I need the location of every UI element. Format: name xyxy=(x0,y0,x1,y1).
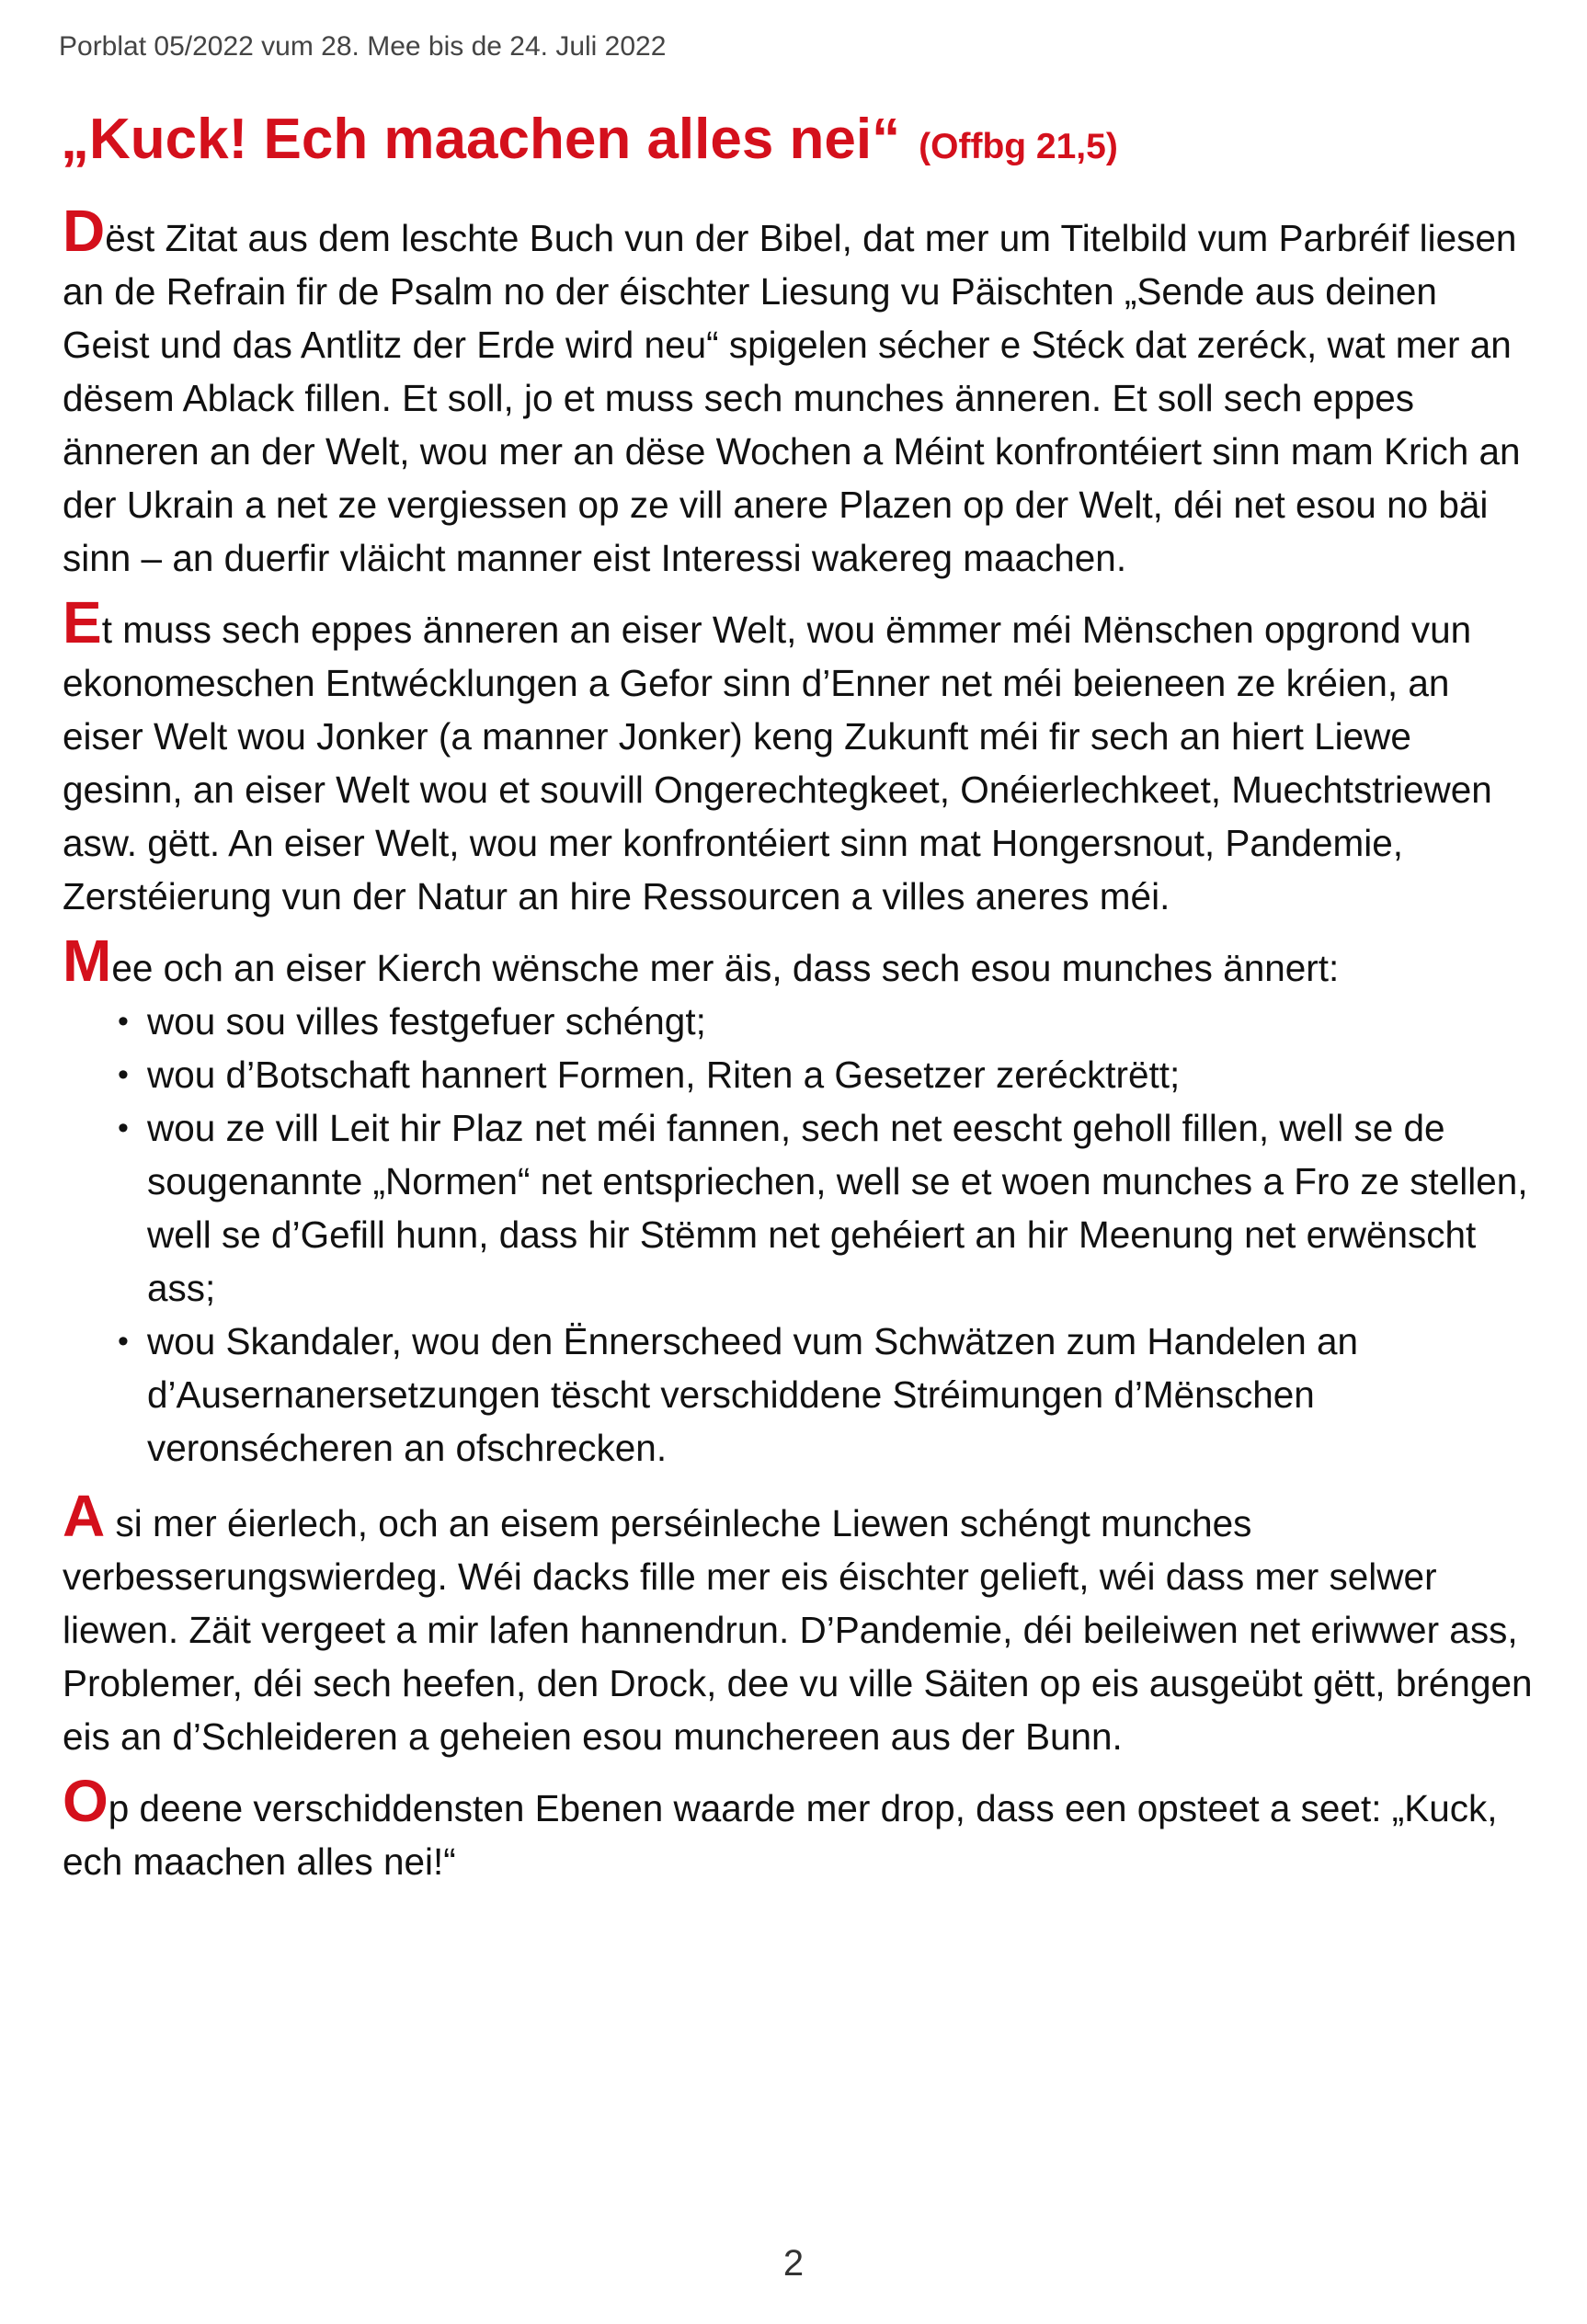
initial-letter: M xyxy=(63,928,112,994)
paragraph-5 xyxy=(63,1768,1534,1888)
initial-letter: A xyxy=(63,1483,106,1549)
bullet-icon: • xyxy=(118,1004,129,1039)
list-item-text: wou sou villes festgefuer schéngt; xyxy=(147,1000,706,1042)
paragraph-2 xyxy=(63,589,1534,923)
paragraph-text: ee och an eiser Kierch wënsche mer äis, dass sech esou munches ännert: xyxy=(111,947,1340,989)
initial-letter: D xyxy=(63,198,106,264)
bullet-icon: • xyxy=(118,1324,129,1359)
page-number: 2 xyxy=(782,2243,805,2284)
list-item xyxy=(118,1048,1534,1101)
paragraph-3 xyxy=(63,928,1534,995)
article-title xyxy=(61,103,1532,184)
bullet-icon: • xyxy=(118,1111,129,1145)
bullet-list xyxy=(63,995,1534,1475)
list-item-text: wou d’Botschaft hannert Formen, Riten a Gesetzer zerécktrëtt; xyxy=(147,1054,1181,1096)
paragraph-text: ëst Zitat aus dem leschte Buch vun der Bibel, dat mer um Titelbild vum Parbréif liesen an de Refrain fir de Psalm no der éischter Liesung vu Päischten „Sende aus deinen Geist und das Antlitz der Erde wird neu“ spigelen sécher e Stéck dat zeréck, wat mer an dësem Ablack fillen. Et soll, jo et muss sech munches änneren. Et soll sech eppes änneren an der Welt, wou mer an dëse Wochen a Méint konfrontéiert sinn mam Krich an der Ukrain a net ze vergiessen op ze vill anere Plazen op der Welt, déi net esou no bäi sinn – an duerfir vläicht manner eist Interessi wakereg maachen. xyxy=(63,217,1521,579)
list-item-text: wou Skandaler, wou den Ënnerscheed vum Schwätzen zum Handelen an d’Ausernanersetzungen tëscht verschiddene Stréimungen d’Mënschen veronsécheren an ofschrecken. xyxy=(147,1320,1359,1469)
list-item xyxy=(118,1315,1534,1475)
initial-letter: O xyxy=(63,1768,108,1834)
list-item xyxy=(118,1101,1534,1315)
title-reference: (Offbg 21,5) xyxy=(919,127,1118,166)
paragraph-text: p deene verschiddensten Ebenen waarde mer drop, dass een opsteet a seet: „Kuck, ech maachen alles nei!“ xyxy=(63,1787,1498,1883)
list-item xyxy=(118,995,1534,1048)
publication-header: Porblat 05/2022 vum 28. Mee bis de 24. Juli 2022 xyxy=(59,31,667,62)
list-item-text: wou ze vill Leit hir Plaz net méi fannen, sech net eescht geholl fillen, well se de sougenannte „Normen“ net entspriechen, well se et woen munches a Fro ze stellen, well se d’Gefill hunn, dass hir Stëmm net gehéiert an hir Meenung net erwënscht ass; xyxy=(147,1107,1528,1309)
bullet-icon: • xyxy=(118,1057,129,1092)
initial-letter: E xyxy=(63,589,102,655)
title-main: „Kuck! Ech maachen alles nei“ xyxy=(61,108,901,171)
article-body xyxy=(63,198,1534,1899)
paragraph-text: t muss sech eppes änneren an eiser Welt, wou ëmmer méi Mënschen opgrond vun ekonomeschen Entwécklungen a Gefor sinn d’Enner net méi beieneen ze kréien, an eiser Welt wou Jonker (a manner Jonker) keng Zukunft méi fir sech an hiert Liewe gesinn, an eiser Welt wou et souvill Ongerechtegkeet, Onéierlechkeet, Muechtstriewen asw. gëtt. An eiser Welt, wou mer konfrontéiert sinn mat Hongersnout, Pandemie, Zerstéierung vun der Natur an hire Ressourcen a villes aneres méi. xyxy=(63,609,1492,917)
paragraph-4 xyxy=(63,1483,1534,1763)
paragraph-text: si mer éierlech, och an eisem perséinleche Liewen schéngt munches verbesserungswierdeg. Wéi dacks fille mer eis éischter gelieft, wéi dass mer selwer liewen. Zäit vergeet a mir lafen hannendrun. D’Pandemie, déi beileiwen net eriwwer ass, Problemer, déi sech heefen, den Drock, dee vu ville Säiten op eis ausgeübt gëtt, bréngen eis an d’Schleideren a geheien esou munchereen aus der Bunn. xyxy=(63,1502,1533,1758)
paragraph-1 xyxy=(63,198,1534,585)
